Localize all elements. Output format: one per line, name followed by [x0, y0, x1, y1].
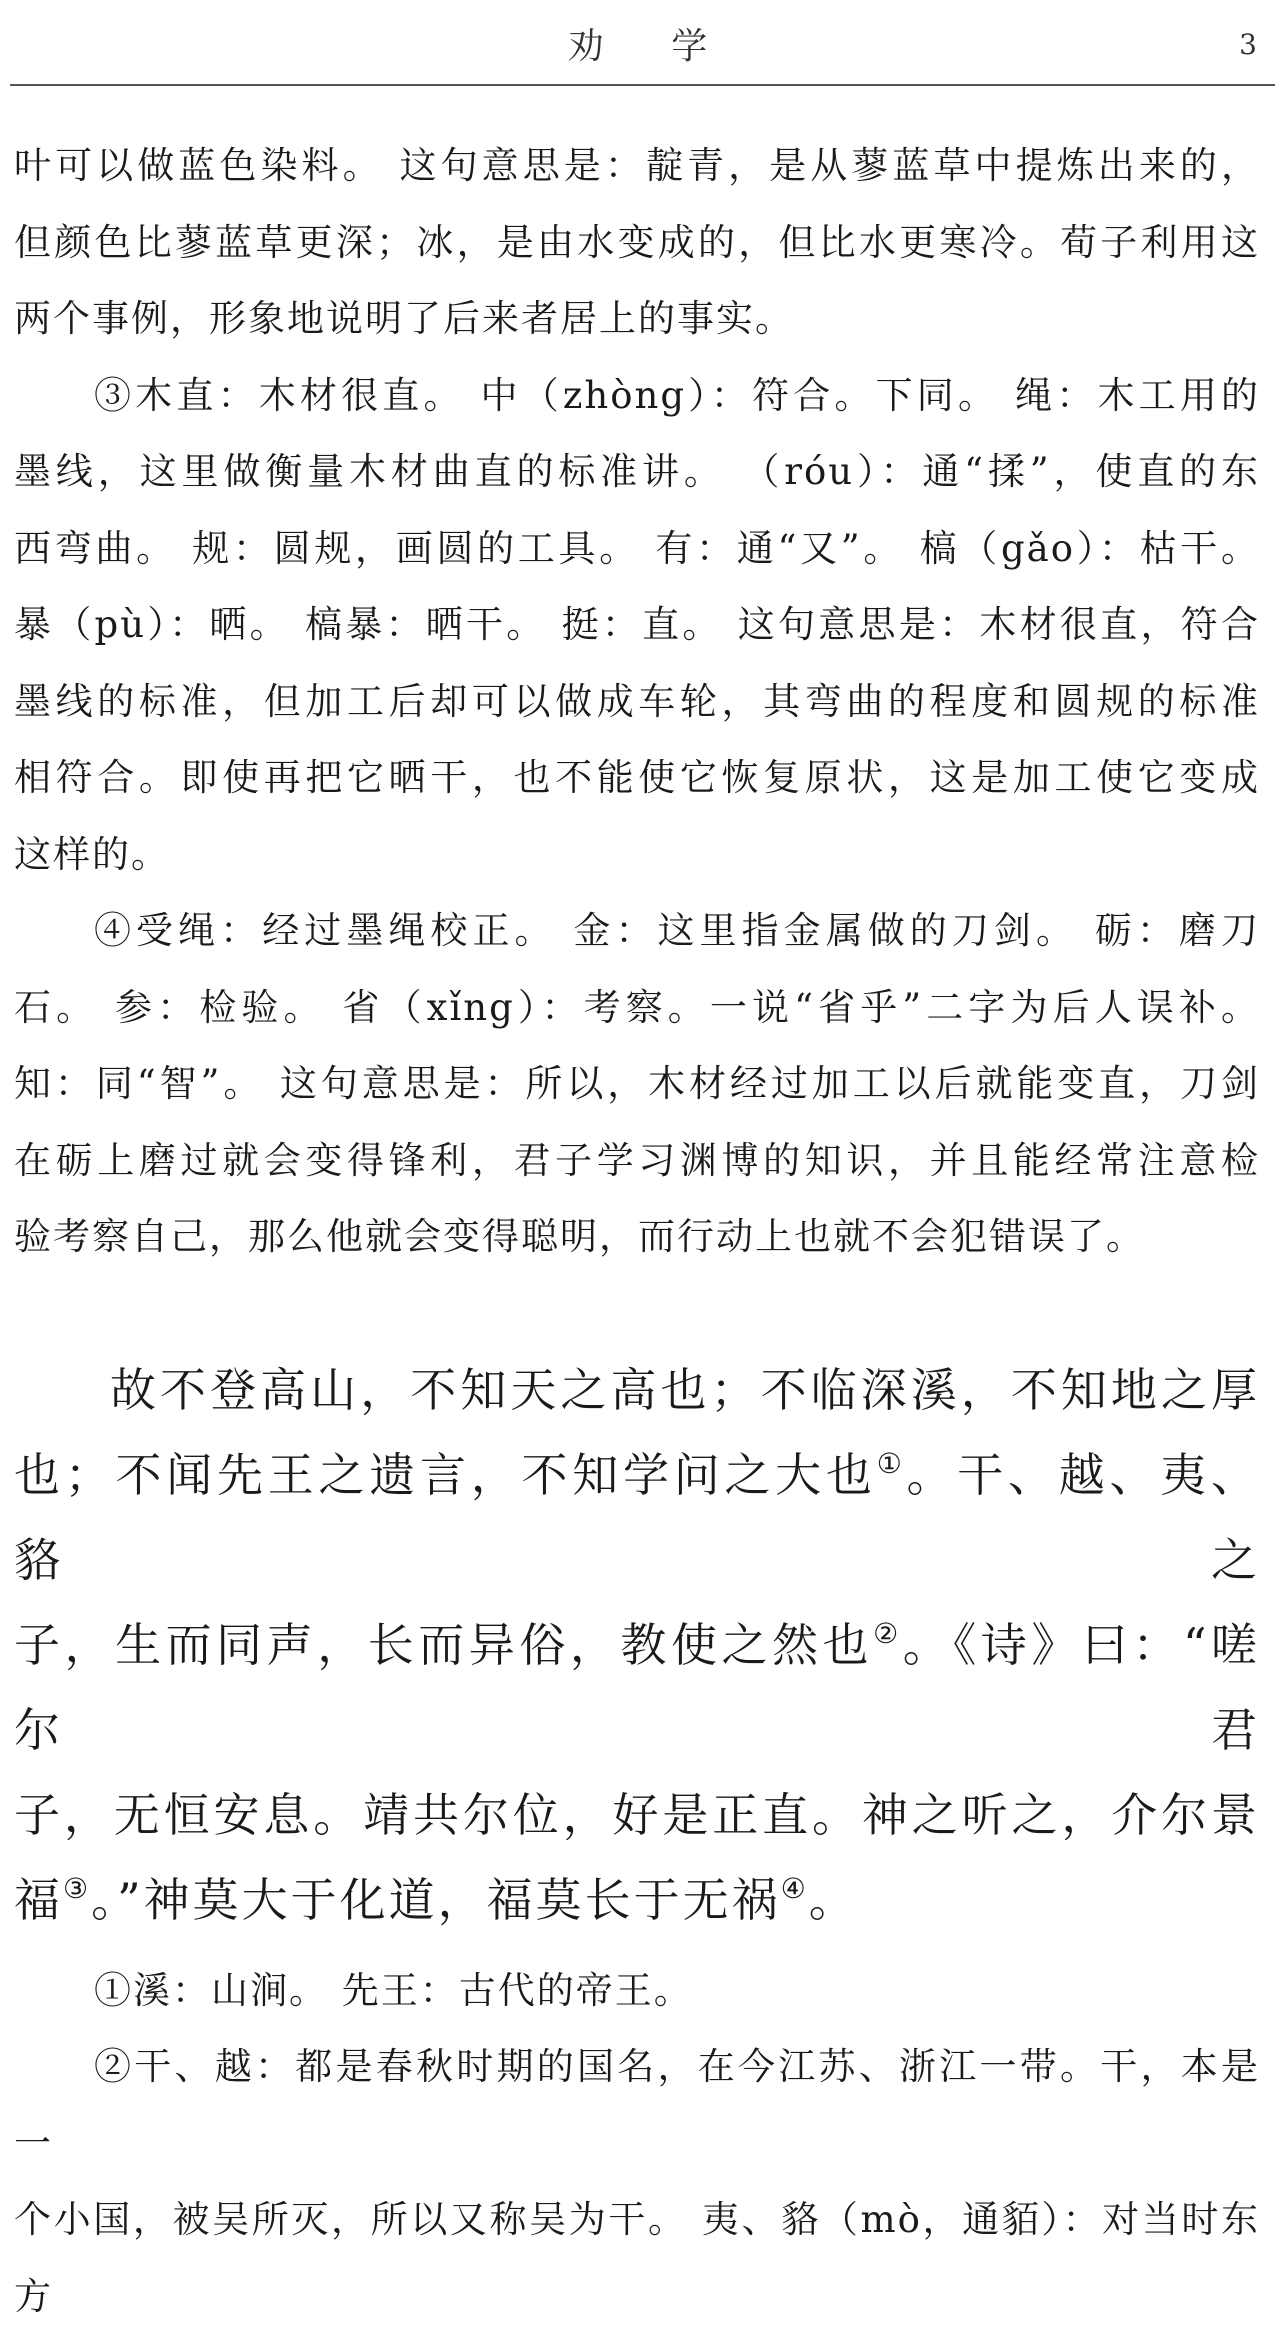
- classical-line: 福③。”神莫大于化道，福莫长于无祸④。: [14, 1858, 1260, 1943]
- annotation-line: 暴（pù）：晒。 槁暴：晒干。 挺：直。 这句意思是：木材很直，符合: [14, 587, 1260, 664]
- annotation-line: 知：同“智”。 这句意思是：所以，木材经过加工以后就能变直，刀剑: [14, 1046, 1260, 1123]
- annotation-line: 西弯曲。 规：圆规，画圆的工具。 有：通“又”。 槁（gǎo）：枯干。: [14, 511, 1260, 588]
- annotation-block-bottom: [14, 1953, 1260, 2335]
- footnote-ref: ④: [781, 1872, 809, 1905]
- annotation-line: 墨线，这里做衡量木材曲直的标准讲。 （róu）：通“揉”，使直的东: [14, 434, 1260, 511]
- annotation-line: 石。 参：检验。 省（xǐng）：考察。一说“省乎”二字为后人误补。: [14, 970, 1260, 1047]
- classical-line: 故不登高山，不知天之高也；不临深溪，不知地之厚: [14, 1348, 1260, 1433]
- footnote-ref: ①: [877, 1447, 907, 1480]
- annotation-line: ②干、越：都是春秋时期的国名，在今江苏、浙江一带。干，本是一: [14, 2029, 1260, 2182]
- annotation-block-top: [14, 128, 1260, 1276]
- classical-text: [14, 1348, 1260, 1943]
- annotation-line: ④受绳：经过墨绳校正。 金：这里指金属做的刀剑。 砺：磨刀: [14, 893, 1260, 970]
- footnote-ref: ②: [873, 1617, 903, 1650]
- annotation-line: 验考察自己，那么他就会变得聪明，而行动上也就不会犯错误了。: [14, 1199, 1260, 1276]
- classical-line: 子，生而同声，长而异俗，教使之然也②。《诗》曰：“嗟尔君: [14, 1603, 1260, 1773]
- annotation-line: 但颜色比蓼蓝草更深；冰，是由水变成的，但比水更寒冷。荀子利用这: [14, 205, 1260, 282]
- annotation-line: 叶可以做蓝色染料。 这句意思是：靛青，是从蓼蓝草中提炼出来的，: [14, 128, 1260, 205]
- annotation-line: ①溪：山涧。 先王：古代的帝王。: [14, 1953, 1260, 2030]
- classical-line: 也；不闻先王之遗言，不知学问之大也①。干、越、夷、貉之: [14, 1433, 1260, 1603]
- page-content: [14, 128, 1260, 2335]
- page-header: [0, 0, 1275, 86]
- annotation-line: 墨线的标准，但加工后却可以做成车轮，其弯曲的程度和圆规的标准: [14, 664, 1260, 741]
- annotation-line: 相符合。即使再把它晒干，也不能使它恢复原状，这是加工使它变成: [14, 740, 1260, 817]
- annotation-line: 在砺上磨过就会变得锋利，君子学习渊博的知识，并且能经常注意检: [14, 1123, 1260, 1200]
- annotation-line: 这样的。: [14, 817, 1260, 894]
- footnote-ref: ③: [63, 1872, 91, 1905]
- page-title: 劝 学: [0, 18, 1275, 69]
- page-number: 3: [1239, 28, 1257, 61]
- annotation-line: ③木直：木材很直。 中（zhòng）：符合。下同。 绳：木工用的: [14, 358, 1260, 435]
- annotation-line: 两个事例，形象地说明了后来者居上的事实。: [14, 281, 1260, 358]
- annotation-line: 个小国，被吴所灭，所以又称吴为干。 夷、貉（mò，通貊）：对当时东方: [14, 2182, 1260, 2335]
- header-divider: [10, 84, 1275, 86]
- classical-line: 子，无恒安息。靖共尔位，好是正直。神之听之，介尔景: [14, 1773, 1260, 1858]
